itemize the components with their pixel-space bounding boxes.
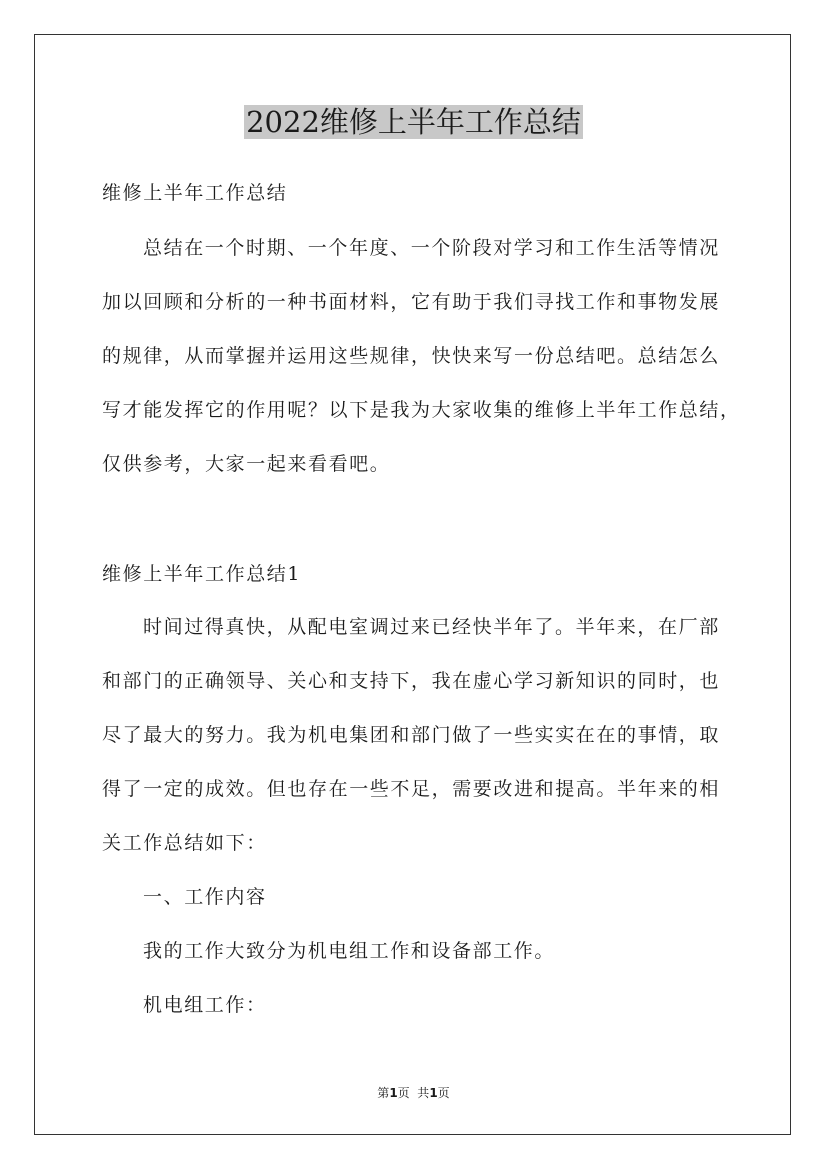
paragraph-line: 加以回顾和分析的一种书面材料，它有助于我们寻找工作和事物发展 — [102, 291, 721, 313]
paragraph-line: 写才能发挥它的作用呢？以下是我为大家收集的维修上半年工作总结， — [102, 399, 741, 421]
footer-total-pages: 1 — [429, 1086, 438, 1100]
section-heading: 维修上半年工作总结1 — [102, 563, 302, 585]
subheading: 一、工作内容 — [143, 886, 267, 908]
paragraph-line: 和部门的正确领导、关心和支持下，我在虚心学习新知识的同时，也 — [102, 670, 721, 692]
paragraph-line: 总结在一个时期、一个年度、一个阶段对学习和工作生活等情况 — [143, 237, 720, 259]
paragraph-line: 的规律，从而掌握并运用这些规律，快快来写一份总结吧。总结怎么 — [102, 345, 721, 367]
document-title-wrap — [0, 102, 827, 142]
paragraph-line: 仅供参考，大家一起来看看吧。 — [102, 453, 391, 475]
paragraph-line: 我的工作大致分为机电组工作和设备部工作。 — [143, 940, 556, 962]
paragraph-line: 时间过得真快，从配电室调过来已经快半年了。半年来，在厂部 — [143, 616, 720, 638]
paragraph-line: 尽了最大的努力。我为机电集团和部门做了一些实实在在的事情，取 — [102, 724, 721, 746]
footer-suffix: 页 — [437, 1086, 450, 1100]
paragraph-line: 机电组工作： — [143, 994, 267, 1016]
page-footer — [0, 1084, 827, 1101]
paragraph-line: 得了一定的成效。但也存在一些不足，需要改进和提高。半年来的相 — [102, 778, 721, 800]
footer-current-page: 1 — [389, 1086, 398, 1100]
paragraph-line: 关工作总结如下： — [102, 832, 267, 854]
section-heading: 维修上半年工作总结 — [102, 182, 288, 204]
document-title: 2022维修上半年工作总结 — [246, 105, 581, 139]
footer-mid: 页 共 — [397, 1086, 430, 1100]
footer-prefix: 第 — [377, 1086, 390, 1100]
